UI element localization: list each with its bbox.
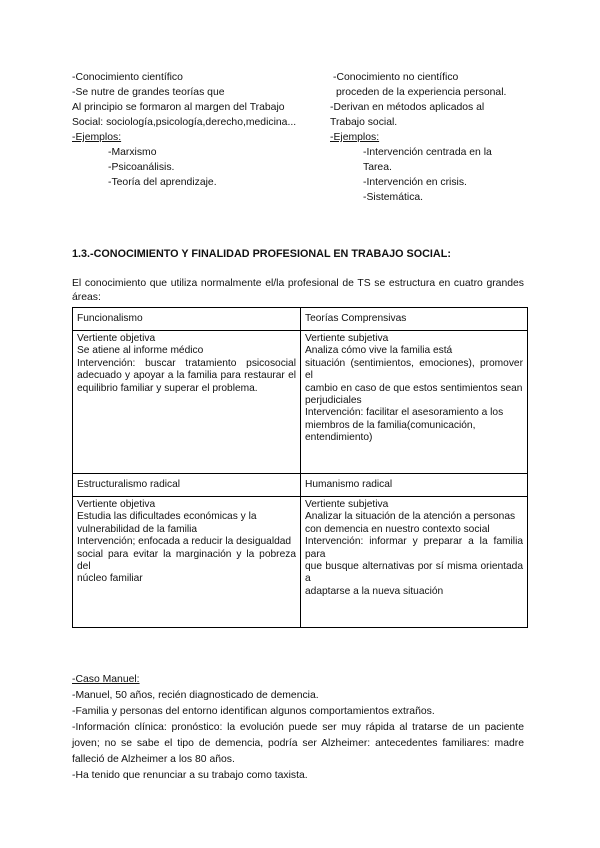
- left-line-3: Al principio se formaron al margen del Trabajo: [72, 102, 285, 113]
- left-line-4: Social: sociología,psicología,derecho,medicina...: [72, 117, 297, 128]
- cell-line: Intervención; enfocada a reducir la desigualdad: [77, 536, 292, 548]
- cell-line: Vertiente subjetiva: [305, 499, 389, 510]
- table-header-humanismo-radical: Humanismo radical: [301, 474, 528, 497]
- section-heading: 1.3.-CONOCIMIENTO Y FINALIDAD PROFESIONAL EN TRABAJO SOCIAL:: [72, 248, 451, 260]
- table-cell-estructuralismo-radical: [73, 497, 301, 628]
- right-example-item: Tarea.: [363, 162, 392, 173]
- right-line-2: proceden de la experiencia personal.: [336, 87, 507, 98]
- cell-line: Se atiene al informe médico: [77, 345, 204, 357]
- case-line: -Información clínica: pronóstico: la evolución puede ser muy rápida al tratarse de un paciente joven; no se sabe el tipo de demencia, podría ser Alzheimer: antecedentes familiares: madre falleció de Alzheimer a los 80 años.: [72, 722, 524, 765]
- right-examples-label: -Ejemplos:: [330, 132, 380, 143]
- left-example-item: -Marxismo: [108, 147, 157, 158]
- cell-line: Intervención: informar y preparar a la familia para: [305, 536, 523, 560]
- table-header-teorias-comprensivas: Teorías Comprensivas: [301, 308, 528, 331]
- cell-line: Vertiente objetiva: [77, 333, 156, 344]
- cell-line: adaptarse a la nueva situación: [305, 585, 444, 597]
- knowledge-areas-table: [72, 307, 528, 628]
- left-line-2: -Se nutre de grandes teorías que: [72, 87, 225, 98]
- table-header-estructuralismo-radical: Estructuralismo radical: [73, 474, 301, 497]
- left-examples-label: -Ejemplos:: [72, 132, 122, 143]
- case-line: -Ha tenido que renunciar a su trabajo como taxista.: [72, 770, 308, 781]
- cell-line: Intervención: buscar tratamiento psicosocial adecuado y apoyar a la familia para restaurar el equilibrio familiar y superar el problema.: [77, 357, 296, 394]
- right-example-item: -Intervención centrada en la: [363, 147, 492, 158]
- left-line-1: -Conocimiento científico: [72, 72, 183, 83]
- cell-line: Intervención: facilitar el asesoramiento a los: [305, 407, 504, 419]
- cell-line: situación (sentimientos, emociones), promover el: [305, 357, 523, 382]
- right-line-1: -Conocimiento no científico: [333, 72, 459, 83]
- right-line-4: Trabajo social.: [330, 117, 398, 128]
- left-example-item: -Psicoanálisis.: [108, 162, 175, 173]
- right-example-item: -Sistemática.: [363, 192, 424, 203]
- left-example-item: -Teoría del aprendizaje.: [108, 177, 217, 188]
- table-cell-teorias-comprensivas: [301, 331, 528, 474]
- cell-line: Analiza cómo vive la familia está: [305, 345, 453, 357]
- cell-line: Vertiente objetiva: [77, 499, 156, 510]
- cell-line: cambio en caso de que estos sentimientos sean: [305, 382, 523, 394]
- right-line-3: -Derivan en métodos aplicados al: [330, 102, 485, 113]
- table-header-funcionalismo: Funcionalismo: [73, 308, 301, 331]
- section-intro: El conocimiento que utiliza normalmente el/la profesional de TS se estructura en cuatro grandes áreas:: [72, 278, 524, 303]
- cell-line: perjudiciales: [305, 395, 362, 407]
- case-line: -Manuel, 50 años, recién diagnosticado de demencia.: [72, 690, 319, 701]
- cell-line: Vertiente subjetiva: [305, 333, 389, 344]
- table-cell-humanismo-radical: [301, 497, 528, 628]
- cell-line: social para evitar la marginación y la pobreza del: [77, 548, 296, 573]
- cell-line: con demencia en nuestro contexto social: [305, 523, 490, 535]
- cell-line: miembros de la familia(comunicación, entendimiento): [305, 419, 476, 444]
- table-cell-funcionalismo: [73, 331, 301, 474]
- case-section: [72, 672, 524, 784]
- cell-line: que busque alternativas por sí misma orientada a: [305, 561, 523, 585]
- cell-line: Analizar la situación de la atención a personas: [305, 511, 516, 523]
- case-line: -Familia y personas del entorno identifican algunos comportamientos extraños.: [72, 706, 435, 717]
- right-example-item: -Intervención en crisis.: [363, 177, 467, 188]
- cell-line: núcleo familiar: [77, 573, 143, 585]
- case-title: -Caso Manuel:: [72, 674, 140, 685]
- cell-line: Estudia las dificultades económicas y la vulnerabilidad de la familia: [77, 511, 257, 535]
